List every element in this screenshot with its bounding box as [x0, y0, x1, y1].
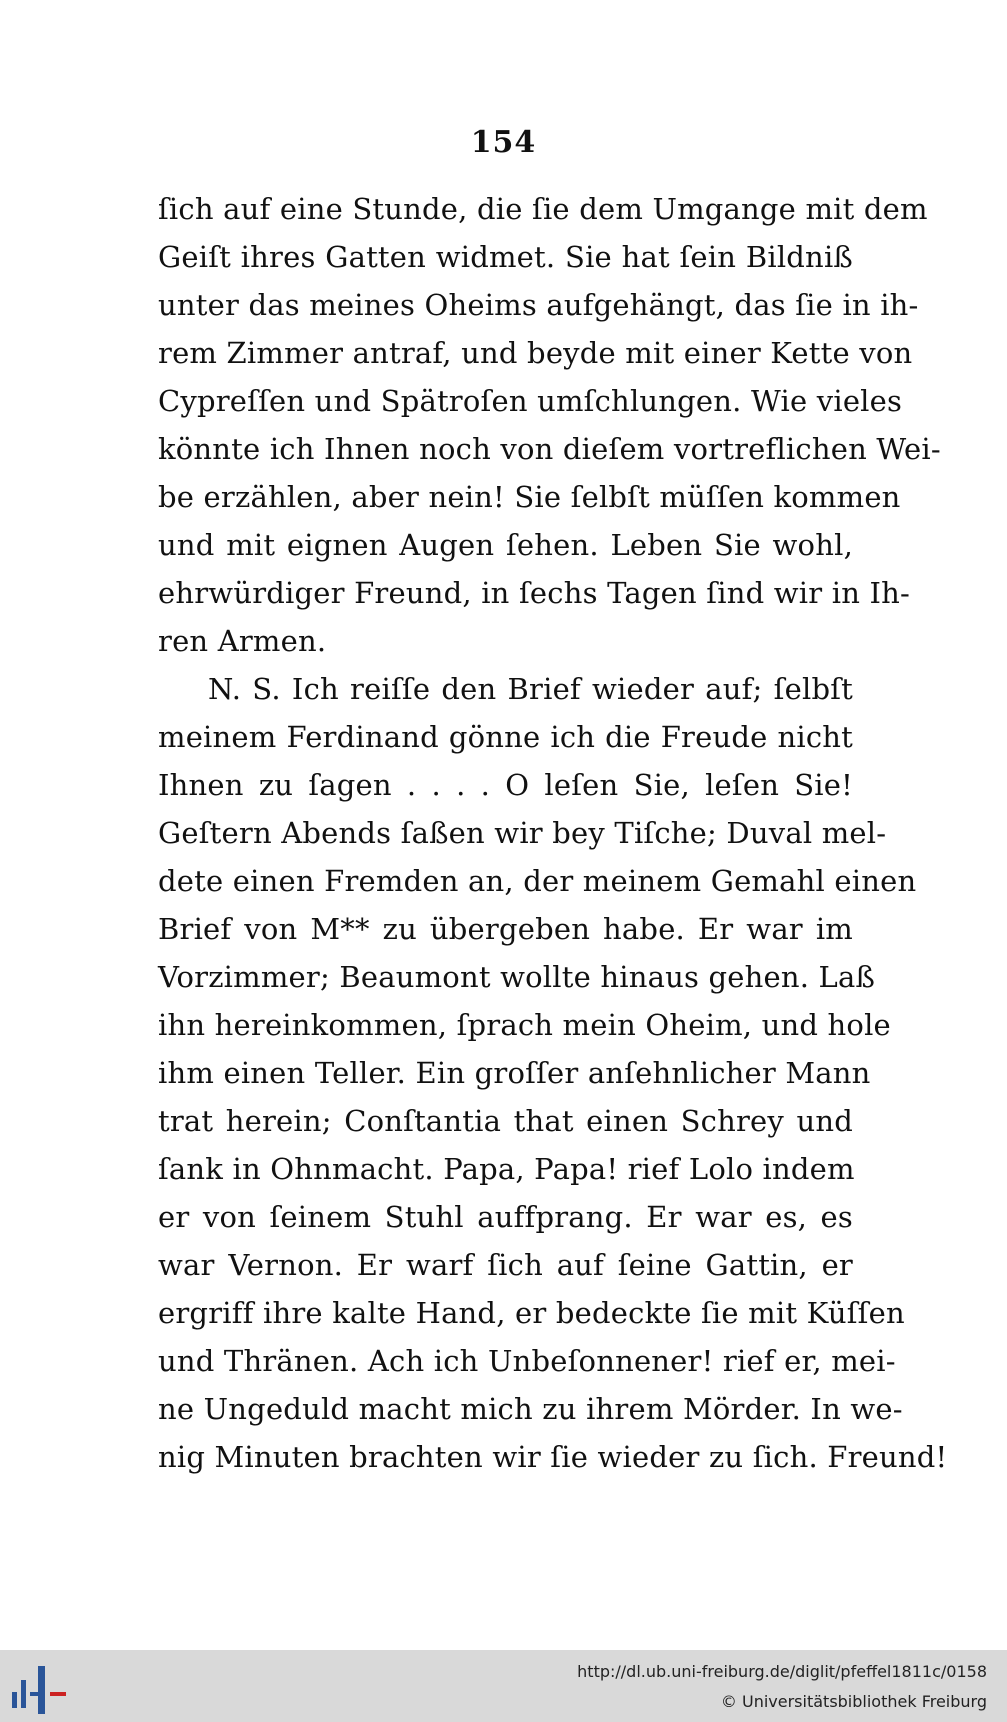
footer-url-link[interactable]: http://dl.ub.uni-freiburg.de/diglit/pfeffel1811c/0158	[577, 1662, 987, 1681]
text-line: könnte ich Ihnen noch von dieſem vortreflichen Wei-	[158, 432, 941, 466]
text-line: Geiſt ihres Gatten widmet. Sie hat ſein Bildniß	[158, 240, 853, 274]
text-line: und mit eignen Augen ſehen. Leben Sie wohl,	[158, 528, 853, 562]
footer-copyright: © Universitätsbibliothek Freiburg	[720, 1692, 987, 1711]
text-line: dete einen Fremden an, der meinem Gemahl einen	[158, 864, 917, 898]
text-line: ihn hereinkommen, ſprach mein Oheim, und hole	[158, 1008, 891, 1042]
text-line: ihm einen Teller. Ein groſſer anſehnlicher Mann	[158, 1056, 871, 1090]
text-line: unter das meines Oheims aufgehängt, das ſie in ih-	[158, 288, 919, 322]
text-line: Ihnen zu ſagen . . . . O leſen Sie, leſen Sie!	[158, 768, 853, 802]
text-line: N. S. Ich reiſſe den Brief wieder auf; ſelbſt	[208, 672, 853, 706]
text-line: Brief von M** zu übergeben habe. Er war im	[158, 912, 853, 946]
text-line: rem Zimmer antraf, und beyde mit einer Kette von	[158, 336, 913, 370]
text-line: und Thränen. Ach ich Unbeſonnener! rief er, mei-	[158, 1344, 896, 1378]
text-line: er von ſeinem Stuhl auffprang. Er war es, es	[158, 1200, 853, 1234]
text-line: ſich auf eine Stunde, die ſie dem Umgange mit dem	[158, 192, 928, 226]
text-line: ehrwürdiger Freund, in ſechs Tagen ſind wir in Ih-	[158, 576, 911, 610]
page-number: 154	[470, 125, 537, 160]
text-line: Cypreſſen und Spätroſen umſchlungen. Wie vieles	[158, 384, 903, 418]
text-line: Vorzimmer; Beaumont wollte hinaus gehen. Laß	[158, 960, 876, 994]
page-text-block	[158, 185, 948, 1481]
text-line: ſank in Ohnmacht. Papa, Papa! rief Lolo indem	[158, 1152, 855, 1186]
text-line: war Vernon. Er warf ſich auf ſeine Gattin, er	[158, 1248, 853, 1282]
text-line: Geſtern Abends ſaßen wir bey Tiſche; Duval mel-	[158, 816, 887, 850]
text-line: be erzählen, aber nein! Sie ſelbſt müſſen kommen	[158, 480, 901, 514]
text-line: nig Minuten brachten wir ſie wieder zu ſich. Freund!	[158, 1440, 948, 1474]
text-line: ren Armen.	[158, 624, 327, 658]
ub-freiburg-logo-icon[interactable]	[12, 1666, 66, 1714]
footer-bar	[0, 1650, 1007, 1722]
text-line: meinem Ferdinand gönne ich die Freude nicht	[158, 720, 853, 754]
text-line: ne Ungeduld macht mich zu ihrem Mörder. In we-	[158, 1392, 903, 1426]
text-line: trat herein; Conſtantia that einen Schrey und	[158, 1104, 853, 1138]
text-line: ergriff ihre kalte Hand, er bedeckte ſie mit Küſſen	[158, 1296, 905, 1330]
